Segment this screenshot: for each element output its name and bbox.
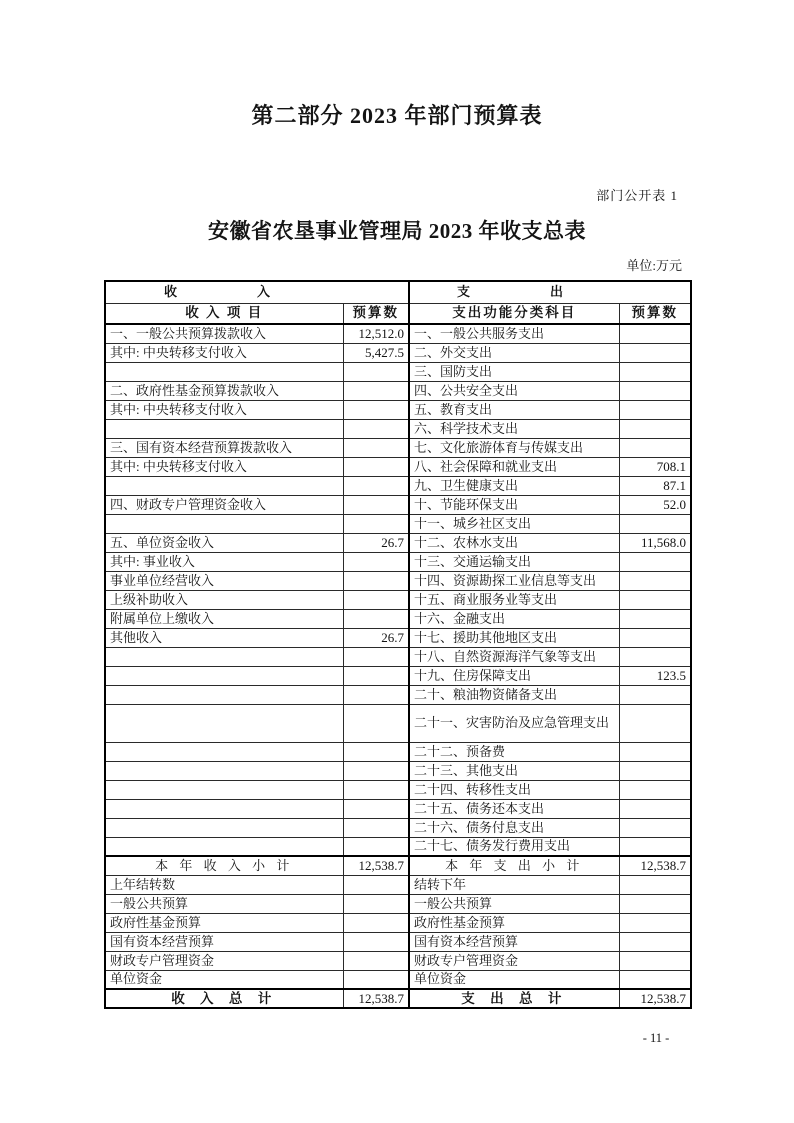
table-row: [105, 875, 691, 894]
expense-item-cell: 十一、城乡社区支出: [409, 514, 619, 533]
income-budget-cell: [343, 932, 409, 951]
table-row: [105, 932, 691, 951]
income-budget-cell: [343, 400, 409, 419]
table-row: [105, 647, 691, 666]
income-budget-cell: [343, 666, 409, 685]
income-budget-cell: [343, 457, 409, 476]
income-item-cell: [105, 362, 343, 381]
income-budget-cell: 26.7: [343, 533, 409, 552]
income-budget-cell: [343, 685, 409, 704]
expense-budget-cell: [619, 818, 691, 837]
expense-budget-cell: [619, 799, 691, 818]
expense-budget-cell: 87.1: [619, 476, 691, 495]
income-budget-cell: [343, 894, 409, 913]
table-row: [105, 419, 691, 438]
income-item-cell: [105, 837, 343, 856]
section-title: 第二部分 2023 年部门预算表: [251, 103, 543, 128]
table-row: [105, 951, 691, 970]
expense-item-cell: 本 年 支 出 小 计: [409, 856, 619, 875]
expense-item-cell: 五、教育支出: [409, 400, 619, 419]
income-item-cell: [105, 419, 343, 438]
income-item-cell: 其中: 中央转移支付收入: [105, 400, 343, 419]
income-budget-cell: [343, 818, 409, 837]
expense-budget-cell: [619, 590, 691, 609]
income-budget-cell: [343, 913, 409, 932]
expense-item-cell: 一、一般公共服务支出: [409, 324, 619, 343]
income-item-cell: [105, 647, 343, 666]
expense-budget-cell: 708.1: [619, 457, 691, 476]
income-item-cell: 三、国有资本经营预算拨款收入: [105, 438, 343, 457]
income-budget-cell: [343, 761, 409, 780]
table-row: [105, 381, 691, 400]
expense-budget-cell: [619, 761, 691, 780]
expense-item-cell: 二十五、债务还本支出: [409, 799, 619, 818]
expense-budget-cell: [619, 552, 691, 571]
income-budget-cell: [343, 476, 409, 495]
table-row: [105, 495, 691, 514]
table-title: 安徽省农垦事业管理局 2023 年收支总表: [208, 219, 586, 243]
table-row: [105, 704, 691, 742]
table-row: [105, 818, 691, 837]
expense-budget-cell: [619, 742, 691, 761]
expense-budget-cell: [619, 685, 691, 704]
expense-budget-cell: [619, 400, 691, 419]
table-row: [105, 324, 691, 343]
expense-budget-cell: 52.0: [619, 495, 691, 514]
income-item-cell: [105, 742, 343, 761]
income-budget-cell: [343, 438, 409, 457]
expense-item-cell: 二十四、转移性支出: [409, 780, 619, 799]
income-budget-cell: [343, 780, 409, 799]
income-group-header: 收入: [105, 281, 409, 303]
table-row: [105, 590, 691, 609]
expense-item-cell: 二十、粮油物资储备支出: [409, 685, 619, 704]
expense-budget-cell: [619, 571, 691, 590]
expense-budget-cell: [619, 875, 691, 894]
expense-item-cell: 二十三、其他支出: [409, 761, 619, 780]
expense-budget-cell: [619, 628, 691, 647]
expense-item-cell: 财政专户管理资金: [409, 951, 619, 970]
table-row: [105, 685, 691, 704]
expense-group-header: 支出: [409, 281, 691, 303]
expense-item-cell: 十六、金融支出: [409, 609, 619, 628]
expense-budget-cell: [619, 837, 691, 856]
income-budget-cell: [343, 571, 409, 590]
income-budget-cell: [343, 552, 409, 571]
income-budget-cell: 5,427.5: [343, 343, 409, 362]
income-budget-cell: [343, 419, 409, 438]
table-row: [105, 628, 691, 647]
income-budget-cell: [343, 362, 409, 381]
table-row: [105, 742, 691, 761]
income-item-cell: 国有资本经营预算: [105, 932, 343, 951]
expense-item-cell: 单位资金: [409, 970, 619, 989]
expense-budget-cell: 12,538.7: [619, 989, 691, 1008]
expense-item-cell: 十五、商业服务业等支出: [409, 590, 619, 609]
table-row: [105, 799, 691, 818]
expense-item-cell: 十二、农林水支出: [409, 533, 619, 552]
table-row: [105, 476, 691, 495]
income-item-cell: [105, 818, 343, 837]
expense-item-cell: 二十七、债务发行费用支出: [409, 837, 619, 856]
income-item-cell: 本 年 收 入 小 计: [105, 856, 343, 875]
income-budget-cell: [343, 875, 409, 894]
unit-note: 单位:万元: [626, 258, 682, 273]
income-budget-cell: [343, 495, 409, 514]
income-item-cell: [105, 704, 343, 742]
expense-item-cell: 十九、住房保障支出: [409, 666, 619, 685]
income-item-cell: 财政专户管理资金: [105, 951, 343, 970]
income-budget-cell: 12,538.7: [343, 856, 409, 875]
expense-budget-cell: [619, 324, 691, 343]
income-budget-cell: [343, 951, 409, 970]
table-row: [105, 894, 691, 913]
table-row: [105, 666, 691, 685]
income-item-cell: 四、财政专户管理资金收入: [105, 495, 343, 514]
table-row: [105, 837, 691, 856]
table-row: [105, 438, 691, 457]
income-item-cell: 一般公共预算: [105, 894, 343, 913]
expense-item-cell: 三、国防支出: [409, 362, 619, 381]
income-item-cell: 五、单位资金收入: [105, 533, 343, 552]
expense-budget-cell: [619, 780, 691, 799]
expense-budget-cell: [619, 913, 691, 932]
expense-budget-cell: [619, 419, 691, 438]
budget-table-head: [105, 281, 691, 324]
expense-item-cell: 二十二、预备费: [409, 742, 619, 761]
expense-budget-cell: [619, 362, 691, 381]
expense-budget-cell: [619, 438, 691, 457]
expense-item-cell: 支 出 总 计: [409, 989, 619, 1008]
income-budget-cell: 12,538.7: [343, 989, 409, 1008]
expense-budget-cell: [619, 704, 691, 742]
income-budget-cell: [343, 837, 409, 856]
table-row: [105, 400, 691, 419]
table-row: [105, 514, 691, 533]
expense-budget-column-header: 预算数: [619, 303, 691, 324]
income-item-cell: 单位资金: [105, 970, 343, 989]
expense-budget-cell: [619, 609, 691, 628]
income-item-cell: [105, 476, 343, 495]
expense-item-cell: 二十一、灾害防治及应急管理支出: [409, 704, 619, 742]
income-budget-cell: [343, 704, 409, 742]
expense-item-cell: 十八、自然资源海洋气象等支出: [409, 647, 619, 666]
income-item-cell: 政府性基金预算: [105, 913, 343, 932]
income-budget-column-header: 预算数: [343, 303, 409, 324]
income-budget-cell: [343, 590, 409, 609]
expense-budget-cell: [619, 970, 691, 989]
table-row: [105, 533, 691, 552]
income-budget-cell: [343, 514, 409, 533]
table-caption-label: 部门公开表 1: [596, 188, 678, 203]
table-row: [105, 609, 691, 628]
expense-item-cell: 九、卫生健康支出: [409, 476, 619, 495]
income-item-cell: 其中: 中央转移支付收入: [105, 457, 343, 476]
table-row: [105, 761, 691, 780]
table-row: [105, 457, 691, 476]
expense-item-cell: 十、节能环保支出: [409, 495, 619, 514]
income-item-cell: 收 入 总 计: [105, 989, 343, 1008]
group-header-row: [105, 281, 691, 303]
income-budget-cell: 26.7: [343, 628, 409, 647]
expense-item-cell: 十四、资源勘探工业信息等支出: [409, 571, 619, 590]
income-item-cell: 其中: 事业收入: [105, 552, 343, 571]
expense-item-cell: 二、外交支出: [409, 343, 619, 362]
income-budget-cell: [343, 609, 409, 628]
income-budget-cell: 12,512.0: [343, 324, 409, 343]
income-item-cell: [105, 799, 343, 818]
table-row: [105, 989, 691, 1008]
income-budget-cell: [343, 970, 409, 989]
income-budget-cell: [343, 799, 409, 818]
expense-item-cell: 二十六、债务付息支出: [409, 818, 619, 837]
expense-budget-cell: 11,568.0: [619, 533, 691, 552]
income-item-cell: 一、一般公共预算拨款收入: [105, 324, 343, 343]
income-item-cell: 上年结转数: [105, 875, 343, 894]
expense-budget-cell: [619, 514, 691, 533]
expense-budget-cell: [619, 932, 691, 951]
table-row: [105, 913, 691, 932]
expense-items-column-header: 支出功能分类科目: [409, 303, 619, 324]
expense-item-cell: 结转下年: [409, 875, 619, 894]
budget-table: [104, 280, 692, 1009]
income-items-column-header: 收 入 项 目: [105, 303, 343, 324]
income-item-cell: 上级补助收入: [105, 590, 343, 609]
income-item-cell: [105, 761, 343, 780]
income-budget-cell: [343, 381, 409, 400]
income-item-cell: 附属单位上缴收入: [105, 609, 343, 628]
expense-budget-cell: 12,538.7: [619, 856, 691, 875]
table-row: [105, 552, 691, 571]
income-item-cell: 二、政府性基金预算拨款收入: [105, 381, 343, 400]
income-item-cell: [105, 780, 343, 799]
expense-budget-cell: 123.5: [619, 666, 691, 685]
expense-item-cell: 四、公共安全支出: [409, 381, 619, 400]
page-number: - 11 -: [642, 1031, 670, 1045]
expense-item-cell: 十七、援助其他地区支出: [409, 628, 619, 647]
table-row: [105, 362, 691, 381]
income-item-cell: [105, 666, 343, 685]
expense-budget-cell: [619, 381, 691, 400]
table-row: [105, 780, 691, 799]
expense-item-cell: 政府性基金预算: [409, 913, 619, 932]
expense-budget-cell: [619, 894, 691, 913]
income-budget-cell: [343, 742, 409, 761]
table-row: [105, 343, 691, 362]
budget-table-body: [105, 324, 691, 1008]
table-row: [105, 856, 691, 875]
income-item-cell: 其他收入: [105, 628, 343, 647]
table-row: [105, 970, 691, 989]
income-item-cell: [105, 685, 343, 704]
column-header-row: [105, 303, 691, 324]
expense-item-cell: 一般公共预算: [409, 894, 619, 913]
income-budget-cell: [343, 647, 409, 666]
expense-item-cell: 七、文化旅游体育与传媒支出: [409, 438, 619, 457]
expense-budget-cell: [619, 343, 691, 362]
expense-budget-cell: [619, 951, 691, 970]
expense-item-cell: 八、社会保障和就业支出: [409, 457, 619, 476]
expense-item-cell: 六、科学技术支出: [409, 419, 619, 438]
table-row: [105, 571, 691, 590]
income-item-cell: 其中: 中央转移支付收入: [105, 343, 343, 362]
expense-budget-cell: [619, 647, 691, 666]
expense-item-cell: 国有资本经营预算: [409, 932, 619, 951]
expense-item-cell: 十三、交通运输支出: [409, 552, 619, 571]
income-item-cell: [105, 514, 343, 533]
income-item-cell: 事业单位经营收入: [105, 571, 343, 590]
